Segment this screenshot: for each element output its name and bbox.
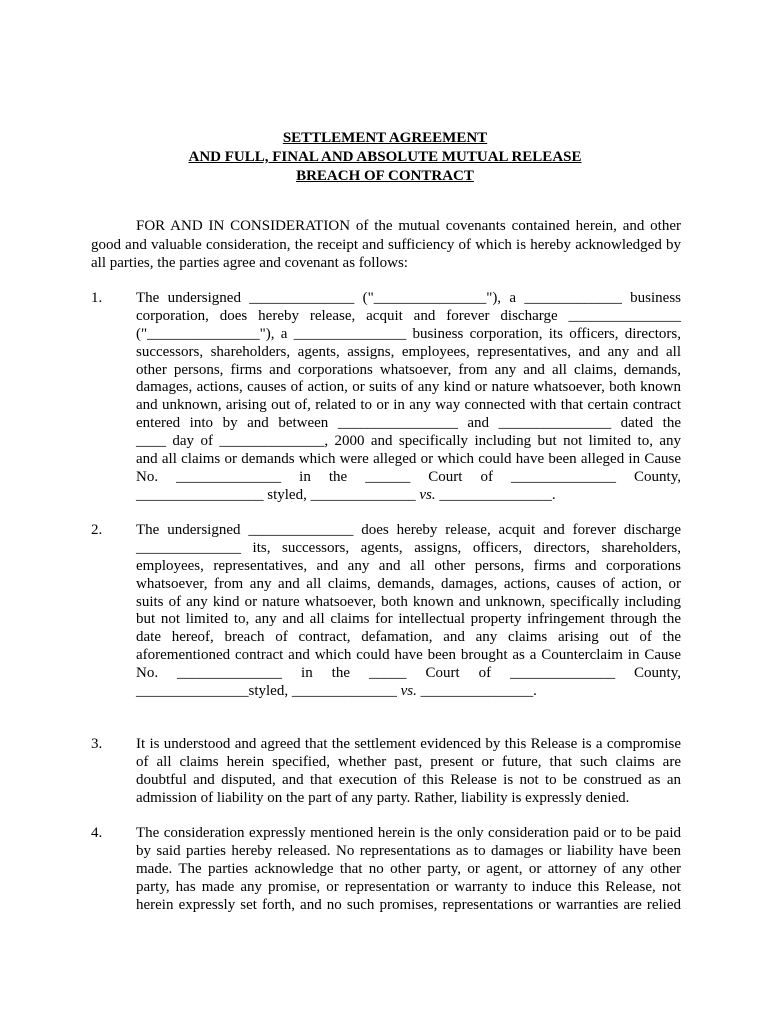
clause-line: doubtful and disputed, and that execution of this Release is not to be construed as an	[136, 771, 681, 788]
clause-line: ____ day of ______________, 2000 and specifically including but not limited to, any	[136, 433, 681, 450]
styled-text: _______________styled, ______________	[136, 683, 397, 700]
clause-line: admission of liability on the part of any party. Rather, liability is expressly denied.	[136, 789, 630, 806]
styled-text: _________________ styled, ______________	[136, 486, 416, 503]
clause-line: successors, shareholders, agents, assigns, employees, representatives, and any and all	[136, 343, 681, 360]
clause-line: No. ______________ in the ______ Court of ______________ County,	[136, 468, 681, 485]
document-title: SETTLEMENT AGREEMENT	[282, 130, 488, 146]
clause-line: aforementioned contract and which could have been brought as a Counterclaim in Cause	[136, 647, 681, 664]
clause-body	[136, 290, 681, 505]
clause-body	[136, 736, 681, 808]
clause-line: but not limited to, any and all claims for intellectual property infringement through the	[136, 611, 681, 628]
clause-line: ______________ its, successors, agents, assigns, officers, directors, shareholders,	[136, 539, 681, 556]
clause-line: and all claims or demands which were alleged or which could have been alleged in Cause	[136, 451, 681, 468]
clause-number: 1.	[91, 290, 103, 306]
clause-line	[136, 487, 681, 505]
clause-line: made. The parties acknowledge that no other party, or agent, or attorney of any other	[136, 860, 681, 877]
case-blank: _______________.	[439, 486, 556, 503]
clause-line: damages, actions, causes of action, or suits of any kind or nature whatsoever, both known	[136, 379, 681, 396]
clause-line: The undersigned ______________ ("_______________"), a _____________ business	[136, 290, 681, 306]
clause-line: party, has made any promise, or representation or warranty to induce this Release, not	[136, 878, 681, 895]
clause-body	[136, 522, 681, 701]
clause-line: by said parties hereby released. No representations as to damages or liability have been	[136, 842, 681, 859]
intro-paragraph: FOR AND IN CONSIDERATION of the mutual covenants contained herein, and other good and valuable consideration, the receipt and sufficiency of which is hereby acknowledged by all parties, the parties agree and covenant as follows:	[91, 218, 681, 272]
clause-line: corporation, does hereby release, acquit and forever discharge _______________	[136, 307, 681, 324]
versus-text: vs.	[400, 683, 417, 700]
document-subtitle: AND FULL, FINAL AND ABSOLUTE MUTUAL RELEASE	[188, 149, 582, 165]
document-subject: BREACH OF CONTRACT	[296, 168, 474, 184]
clause-line: entered into by and between ________________ and _______________ dated the	[136, 415, 681, 432]
clause-line: date hereof, breach of contract, defamation, and any claims arising out of the	[136, 629, 681, 646]
clause-line: suits of any kind or nature whatsoever, both known and unknown, specifically including	[136, 593, 681, 610]
clause-line: herein expressly set forth, and no such promises, representations or warranties are relied	[136, 896, 681, 913]
clause-4	[91, 825, 681, 914]
case-blank: _______________.	[420, 683, 537, 700]
clause-line: The undersigned ______________ does hereby release, acquit and forever discharge	[136, 522, 681, 538]
clause-line: other persons, firms and corporations whatsoever, from any and all claims, demands,	[136, 361, 681, 378]
clause-line: and unknown, arising out of, related to or in any way connected with that certain contract	[136, 397, 681, 414]
versus-text: vs.	[419, 486, 436, 503]
clause-3	[91, 736, 681, 808]
clause-number: 2.	[91, 522, 103, 538]
clause-number: 4.	[91, 825, 103, 841]
clause-2	[91, 522, 681, 701]
clause-line	[136, 683, 681, 701]
clause-line: The consideration expressly mentioned herein is the only consideration paid or to be paid	[136, 825, 681, 841]
clause-1	[91, 290, 681, 505]
clause-line: employees, representatives, and any and all other persons, firms and corporations	[136, 557, 681, 574]
clause-line: of all claims herein specified, whether past, present or future, that such claims are	[136, 753, 681, 770]
clause-body	[136, 825, 681, 914]
clause-line: ("_______________"), a _______________ business corporation, its officers, directors,	[136, 325, 681, 342]
clause-line: No. ______________ in the _____ Court of ______________ County,	[136, 665, 681, 682]
clause-number: 3.	[91, 736, 103, 752]
clause-line: It is understood and agreed that the settlement evidenced by this Release is a compromise	[136, 736, 681, 752]
clause-line: whatsoever, from any and all claims, demands, damages, actions, causes of action, or	[136, 575, 681, 592]
